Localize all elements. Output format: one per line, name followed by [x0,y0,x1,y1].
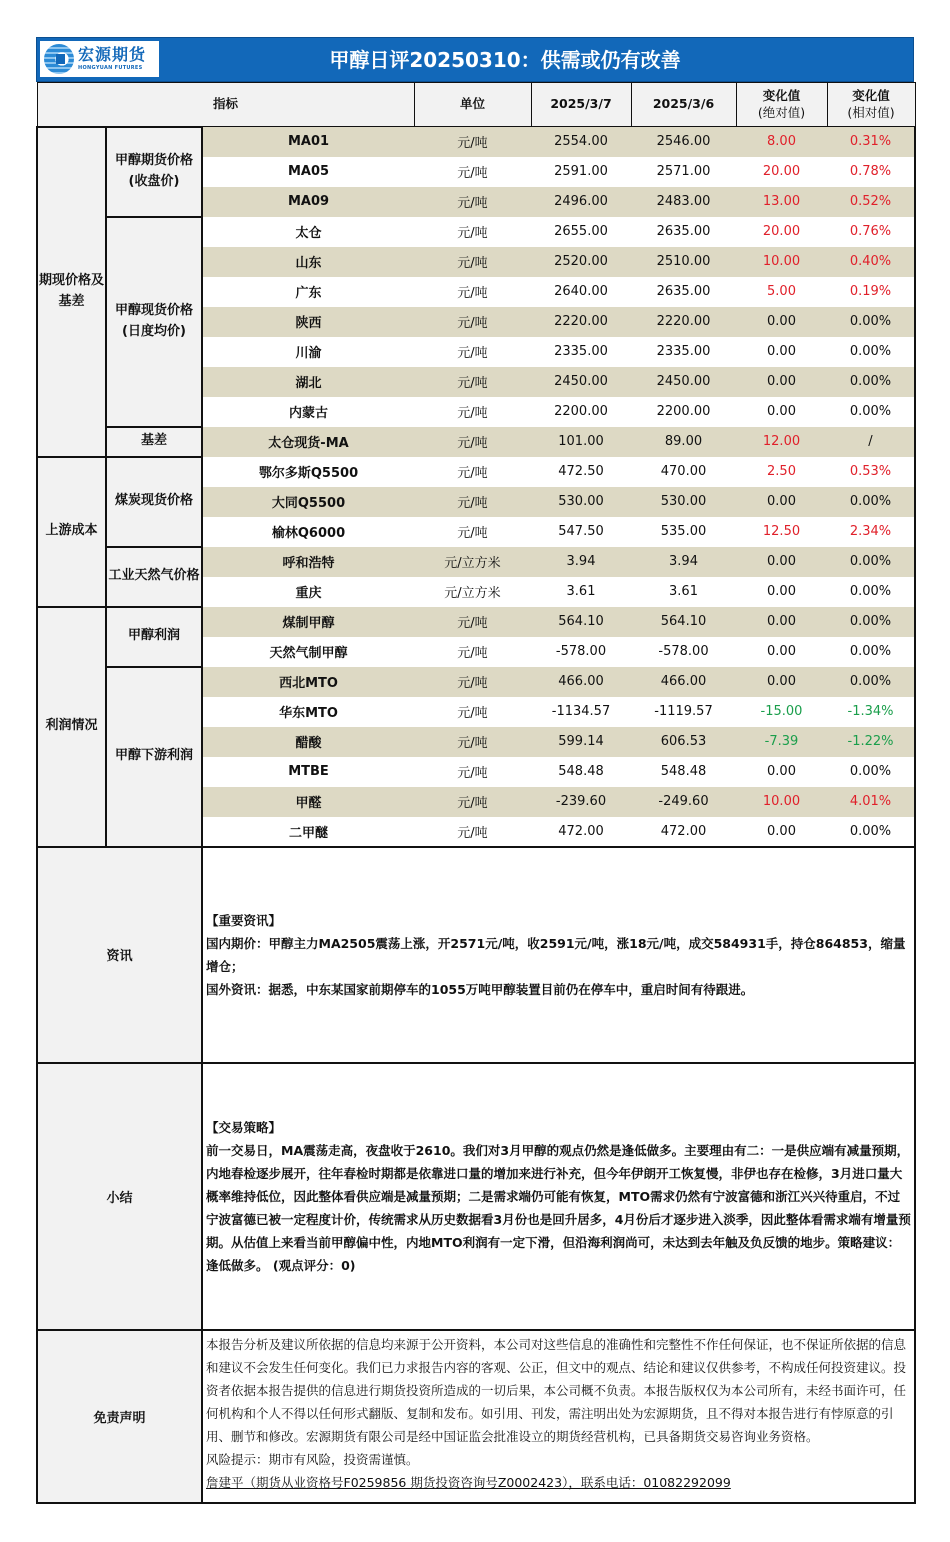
rel-change: 0.00% [827,637,915,667]
unit-cell: 元/吨 [414,277,531,307]
report-title: 甲醇日评20250310：供需或仍有改善 [329,48,681,72]
value-date1: 2450.00 [531,367,631,397]
rel-change: 0.31% [827,127,915,157]
indicator-name: 山东 [202,247,414,277]
indicator-name: 太仓 [202,217,414,247]
value-date2: 535.00 [631,517,736,547]
table-row [37,427,915,457]
value-date1: 472.00 [531,817,631,847]
indicator-name: 煤制甲醇 [202,607,414,637]
value-date1: 466.00 [531,667,631,697]
value-date2: 564.10 [631,607,736,637]
subcategory-label: 甲醇现货价格(日度均价) [106,217,202,427]
indicator-name: 广东 [202,277,414,307]
value-date1: 548.48 [531,757,631,787]
indicator-name: 陕西 [202,307,414,337]
rel-change: 0.00% [827,397,915,427]
value-date1: 530.00 [531,487,631,517]
value-date1: 2335.00 [531,337,631,367]
col-rel-change: 变化值 (相对值) [827,83,915,127]
col-indicator: 指标 [37,83,414,127]
news-body [202,847,915,1063]
value-date1: 2591.00 [531,157,631,187]
unit-cell: 元/吨 [414,337,531,367]
value-date2: -578.00 [631,637,736,667]
indicator-name: 重庆 [202,577,414,607]
abs-change: 0.00 [736,487,827,517]
table-row [37,127,915,157]
unit-cell: 元/吨 [414,487,531,517]
value-date2: 548.48 [631,757,736,787]
category-label: 上游成本 [37,457,106,607]
unit-cell: 元/吨 [414,367,531,397]
category-label: 期现价格及基差 [37,127,106,457]
indicator-name: MA01 [202,127,414,157]
unit-cell: 元/吨 [414,607,531,637]
column-header-row [37,83,915,127]
unit-cell: 元/吨 [414,217,531,247]
report-sheet [36,37,914,1504]
indicator-name: 内蒙古 [202,397,414,427]
table-row [37,217,915,247]
col-date2: 2025/3/6 [631,83,736,127]
value-date2: 2200.00 [631,397,736,427]
abs-change: 0.00 [736,367,827,397]
unit-cell: 元/吨 [414,727,531,757]
indicator-name: 西北MTO [202,667,414,697]
value-date2: 2483.00 [631,187,736,217]
disclaimer-section [37,1330,915,1503]
abs-change: 0.00 [736,607,827,637]
value-date1: -239.60 [531,787,631,817]
abs-change: 0.00 [736,397,827,427]
abs-change: 10.00 [736,247,827,277]
value-date1: 2655.00 [531,217,631,247]
rel-change: 0.40% [827,247,915,277]
subcategory-label: 甲醇下游利润 [106,667,202,847]
table-row [37,547,915,577]
value-date2: 2450.00 [631,367,736,397]
unit-cell: 元/吨 [414,457,531,487]
indicator-name: 二甲醚 [202,817,414,847]
value-date1: 547.50 [531,517,631,547]
unit-cell: 元/吨 [414,697,531,727]
rel-change: -1.22% [827,727,915,757]
abs-change: 0.00 [736,337,827,367]
subcategory-label: 甲醇期货价格(收盘价) [106,127,202,217]
rel-change: 0.78% [827,157,915,187]
rel-change: 0.00% [827,367,915,397]
indicator-name: 甲醛 [202,787,414,817]
abs-change: 0.00 [736,667,827,697]
indicator-name: 榆林Q6000 [202,517,414,547]
unit-cell: 元/吨 [414,247,531,277]
table-body [37,127,915,847]
value-date1: -578.00 [531,637,631,667]
value-date1: 2496.00 [531,187,631,217]
value-date1: -1134.57 [531,697,631,727]
indicator-name: MA09 [202,187,414,217]
value-date2: 3.94 [631,547,736,577]
unit-cell: 元/吨 [414,127,531,157]
disclaimer-label: 免责声明 [37,1330,202,1503]
data-table [36,82,916,1504]
category-label: 利润情况 [37,607,106,847]
abs-change: 13.00 [736,187,827,217]
value-date2: 2635.00 [631,217,736,247]
indicator-name: 天然气制甲醇 [202,637,414,667]
rel-change: 2.34% [827,517,915,547]
abs-change: 0.00 [736,307,827,337]
company-logo [40,41,159,77]
news-heading: 【重要资讯】 [206,912,282,928]
logo-cn-text: 宏源期货 [78,45,147,64]
abs-change: 8.00 [736,127,827,157]
indicator-name: 醋酸 [202,727,414,757]
rel-change: 0.00% [827,757,915,787]
unit-cell: 元/吨 [414,667,531,697]
value-date2: -249.60 [631,787,736,817]
value-date2: -1119.57 [631,697,736,727]
indicator-name: 鄂尔多斯Q5500 [202,457,414,487]
abs-change: 0.00 [736,547,827,577]
rel-change: 0.53% [827,457,915,487]
rel-change: 0.76% [827,217,915,247]
rel-change: 0.00% [827,337,915,367]
value-date1: 564.10 [531,607,631,637]
rel-change: 0.00% [827,607,915,637]
abs-change: 10.00 [736,787,827,817]
summary-body [202,1063,915,1330]
value-date1: 101.00 [531,427,631,457]
logo-mark-icon [44,44,74,74]
value-date1: 599.14 [531,727,631,757]
value-date2: 2335.00 [631,337,736,367]
value-date1: 2640.00 [531,277,631,307]
unit-cell: 元/吨 [414,817,531,847]
value-date2: 89.00 [631,427,736,457]
summary-label: 小结 [37,1063,202,1330]
value-date2: 530.00 [631,487,736,517]
abs-change: 0.00 [736,577,827,607]
risk-warning: 风险提示：期市有风险，投资需谨慎。 [206,1451,419,1467]
news-label: 资讯 [37,847,202,1063]
unit-cell: 元/吨 [414,787,531,817]
value-date1: 2220.00 [531,307,631,337]
rel-change: 0.00% [827,577,915,607]
summary-section [37,1063,915,1330]
indicator-name: 大同Q5500 [202,487,414,517]
indicator-name: 湖北 [202,367,414,397]
summary-text: 前一交易日，MA震荡走高，夜盘收于2610。我们对3月甲醇的观点仍然是逢低做多。主要理由有二：一是供应端有减量预期，内地春检逐步展开，往年春检时期都是依靠进口量的增加来进行补充，但今年伊朗开工恢复慢，非伊也存在检修，3月进口量大概率维持低位，因此整体看供应端是减量预期；二是需求端仍可能有恢复，MTO需求仍然有宁波富德和浙江兴兴待重启，不过宁波富德已被一定程度计价，传统需求从历史数据看3月份也是回升居多，4月份后才逐步进入淡季，因此整体看需求端有增量预期。从估值上来看当前甲醇偏中性，内地MTO利润有一定下滑，但沿海利润尚可，未达到去年触及负反馈的地步。策略建议：逢低做多。 (观点评分：0) [206,1142,911,1273]
disclaimer-text: 本报告分析及建议所依据的信息均来源于公开资料，本公司对这些信息的准确性和完整性不作任何保证，也不保证所依据的信息和建议不会发生任何变化。我们已力求报告内容的客观、公正，但文中的观点、结论和建议仅供参考，不构成任何投资建议。投资者依据本报告提供的信息进行期货投资所造成的一切后果，本公司概不负责。本报告版权仅为本公司所有，未经书面许可，任何机构和个人不得以任何形式翻版、复制和发布。如引用、刊发，需注明出处为宏源期货，且不得对本报告进行有悖原意的引用、删节和修改。宏源期货有限公司是经中国证监会批准设立的期货经营机构，已具备期货交易咨询业务资格。 [206,1336,907,1444]
news-section [37,847,915,1063]
unit-cell: 元/吨 [414,427,531,457]
abs-change: -7.39 [736,727,827,757]
abs-change: 20.00 [736,217,827,247]
value-date2: 3.61 [631,577,736,607]
value-date2: 2510.00 [631,247,736,277]
abs-change: 2.50 [736,457,827,487]
report-banner [36,37,914,82]
indicator-name: 呼和浩特 [202,547,414,577]
col-abs-change: 变化值 (绝对值) [736,83,827,127]
value-date1: 472.50 [531,457,631,487]
abs-change: 0.00 [736,637,827,667]
value-date2: 2635.00 [631,277,736,307]
analyst-info: 詹建平（期货从业资格号F0259856 期货投资咨询号Z0002423），联系电话：01082292099 [206,1474,731,1490]
value-date2: 2571.00 [631,157,736,187]
col-date1: 2025/3/7 [531,83,631,127]
rel-change: -1.34% [827,697,915,727]
rel-change: 0.00% [827,667,915,697]
unit-cell: 元/立方米 [414,577,531,607]
unit-cell: 元/吨 [414,187,531,217]
disclaimer-body [202,1330,915,1503]
unit-cell: 元/吨 [414,307,531,337]
value-date1: 2200.00 [531,397,631,427]
rel-change: 0.00% [827,487,915,517]
rel-change: 0.19% [827,277,915,307]
value-date2: 470.00 [631,457,736,487]
unit-cell: 元/吨 [414,757,531,787]
value-date2: 472.00 [631,817,736,847]
value-date2: 466.00 [631,667,736,697]
value-date1: 2554.00 [531,127,631,157]
value-date2: 606.53 [631,727,736,757]
indicator-name: 华东MTO [202,697,414,727]
abs-change: -15.00 [736,697,827,727]
subcategory-label: 基差 [106,427,202,457]
news-domestic: 国内期价：甲醇主力MA2505震荡上涨，开2571元/吨，收2591元/吨，涨18元/吨，成交584931手，持仓864853，缩量增仓； [206,935,906,974]
value-date2: 2220.00 [631,307,736,337]
logo-en-text: HONGYUAN FUTURES [78,65,143,71]
unit-cell: 元/吨 [414,397,531,427]
summary-heading: 【交易策略】 [206,1119,282,1135]
indicator-name: MA05 [202,157,414,187]
value-date1: 3.94 [531,547,631,577]
news-foreign: 国外资讯：据悉，中东某国家前期停车的1055万吨甲醇装置目前仍在停车中，重启时间有待跟进。 [206,981,754,997]
subcategory-label: 工业天然气价格 [106,547,202,607]
unit-cell: 元/吨 [414,517,531,547]
col-unit: 单位 [414,83,531,127]
rel-change: 0.00% [827,817,915,847]
value-date2: 2546.00 [631,127,736,157]
table-row [37,607,915,637]
subcategory-label: 煤炭现货价格 [106,457,202,547]
unit-cell: 元/吨 [414,637,531,667]
unit-cell: 元/立方米 [414,547,531,577]
indicator-name: 太仓现货-MA [202,427,414,457]
rel-change: 0.00% [827,547,915,577]
abs-change: 12.00 [736,427,827,457]
rel-change: 4.01% [827,787,915,817]
indicator-name: 川渝 [202,337,414,367]
abs-change: 20.00 [736,157,827,187]
rel-change: 0.00% [827,307,915,337]
value-date1: 3.61 [531,577,631,607]
rel-change: / [827,427,915,457]
table-row [37,667,915,697]
abs-change: 5.00 [736,277,827,307]
abs-change: 0.00 [736,817,827,847]
abs-change: 0.00 [736,757,827,787]
abs-change: 12.50 [736,517,827,547]
table-row [37,457,915,487]
unit-cell: 元/吨 [414,157,531,187]
value-date1: 2520.00 [531,247,631,277]
indicator-name: MTBE [202,757,414,787]
rel-change: 0.52% [827,187,915,217]
subcategory-label: 甲醇利润 [106,607,202,667]
